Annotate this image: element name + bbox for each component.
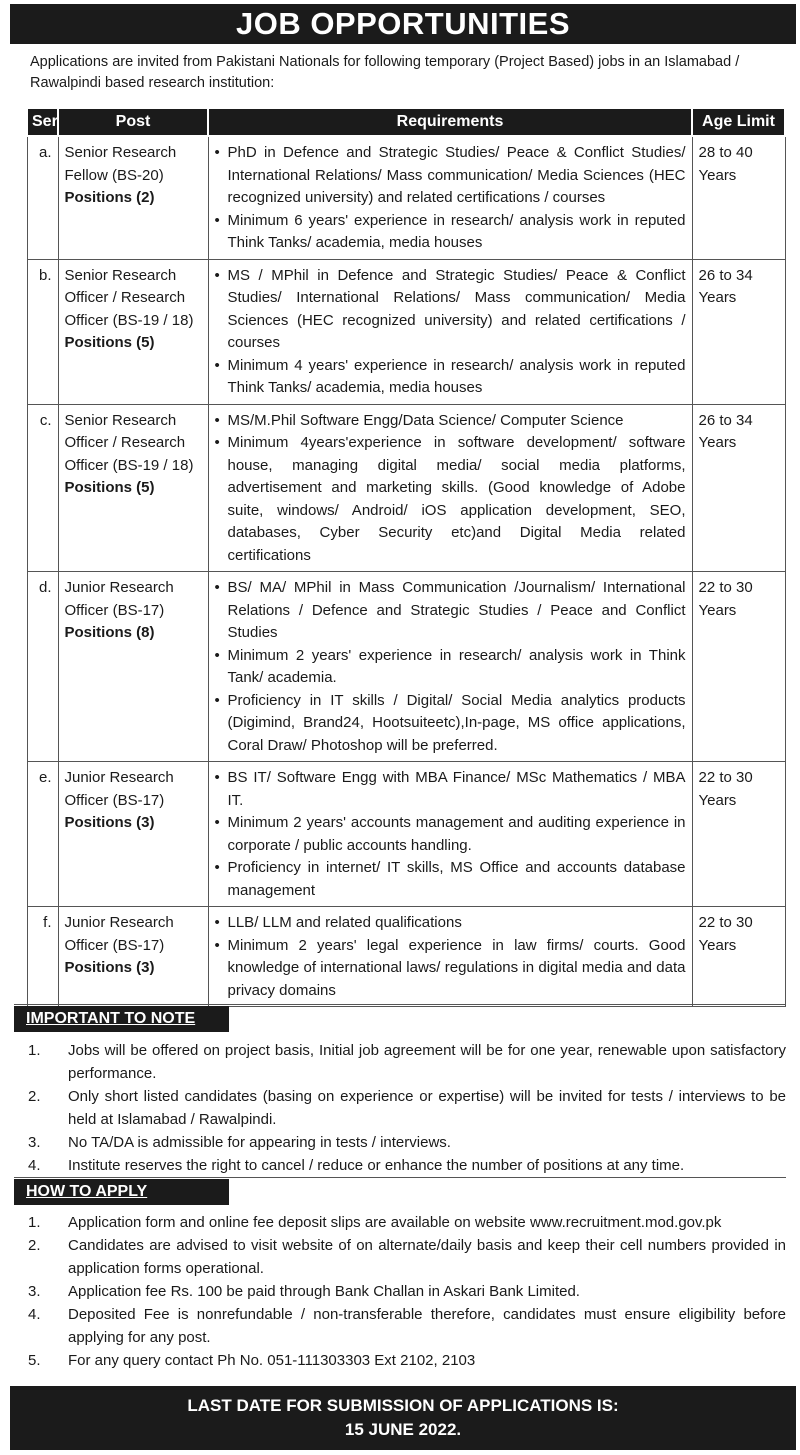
post-positions: Positions (5) xyxy=(64,479,155,496)
requirement-item: • LLB/ LLM and related qualifications xyxy=(215,912,686,935)
header-age-limit: Age Limit xyxy=(692,108,785,136)
page-title: JOB OPPORTUNITIES xyxy=(10,4,796,44)
requirement-item: • Minimum 6 years' experience in research/ analysis work in reputed Think Tanks/ academia, media houses xyxy=(215,210,686,255)
item-text: Deposited Fee is nonrefundable / non-transferable therefore, candidates must ensure eligibility before applying for any post. xyxy=(68,1306,786,1346)
row-ser: a. xyxy=(27,136,58,259)
requirement-item: • Minimum 2 years' experience in research/ analysis work in Think Tank/ academia. xyxy=(215,645,686,690)
list-item xyxy=(28,1349,786,1372)
row-age-limit: 22 to 30 Years xyxy=(692,907,785,1007)
list-item xyxy=(28,1211,786,1234)
apply-divider xyxy=(14,1177,786,1178)
post-title: Senior Research Officer / Research Officer (BS-19 / 18) xyxy=(64,266,194,329)
row-age-limit: 28 to 40 Years xyxy=(692,136,785,259)
item-number: 1. xyxy=(28,1214,41,1231)
item-text: Candidates are advised to visit website of on alternate/daily basis and keep their cell numbers provided in application forms operational. xyxy=(68,1237,786,1277)
item-number: 2. xyxy=(28,1088,41,1105)
requirement-item: • Minimum 2 years' accounts management and auditing experience in corporate / public accounts handling. xyxy=(215,812,686,857)
requirement-item: • PhD in Defence and Strategic Studies/ Peace & Conflict Studies/ International Relations/ Mass communication/ Media Sciences (HEC recognized university) and related certifications / courses xyxy=(215,142,686,210)
post-positions: Positions (3) xyxy=(64,814,155,831)
header-ser: Ser xyxy=(27,108,58,136)
item-text: Application fee Rs. 100 be paid through Bank Challan in Askari Bank Limited. xyxy=(68,1283,580,1300)
row-ser: e. xyxy=(27,762,58,907)
row-age-limit: 26 to 34 Years xyxy=(692,259,785,404)
important-divider xyxy=(14,1004,786,1005)
item-text: Only short listed candidates (basing on experience or expertise) will be invited for tests / interviews to be held at Islamabad / Rawalpindi. xyxy=(68,1088,786,1128)
row-age-limit: 22 to 30 Years xyxy=(692,572,785,762)
requirements-list xyxy=(215,410,686,568)
list-item xyxy=(28,1154,786,1177)
apply-heading: HOW TO APPLY xyxy=(14,1179,229,1205)
post-positions: Positions (8) xyxy=(64,624,155,641)
apply-list xyxy=(28,1211,786,1372)
row-post xyxy=(58,259,208,404)
header-post: Post xyxy=(58,108,208,136)
post-title: Junior Research Officer (BS-17) xyxy=(64,769,174,809)
post-title: Junior Research Officer (BS-17) xyxy=(64,579,174,619)
item-number: 4. xyxy=(28,1157,41,1174)
requirement-item: • BS IT/ Software Engg with MBA Finance/ MSc Mathematics / MBA IT. xyxy=(215,767,686,812)
table-row xyxy=(27,259,785,404)
row-requirements xyxy=(208,259,692,404)
item-text: Application form and online fee deposit slips are available on website www.recruitment.mod.gov.pk xyxy=(68,1214,722,1231)
row-post xyxy=(58,762,208,907)
table-row xyxy=(27,907,785,1007)
header-requirements: Requirements xyxy=(208,108,692,136)
row-requirements xyxy=(208,404,692,572)
row-ser: b. xyxy=(27,259,58,404)
item-text: Institute reserves the right to cancel / reduce or enhance the number of positions at any time. xyxy=(68,1157,685,1174)
requirements-list xyxy=(215,912,686,1002)
list-item xyxy=(28,1131,786,1154)
item-number: 3. xyxy=(28,1283,41,1300)
list-item xyxy=(28,1039,786,1085)
requirement-item: • BS/ MA/ MPhil in Mass Communication /Journalism/ International Relations / Defence and Strategic Studies / Peace and Conflict Studies xyxy=(215,577,686,645)
row-ser: f. xyxy=(27,907,58,1007)
requirements-list xyxy=(215,577,686,757)
item-number: 2. xyxy=(28,1237,41,1254)
list-item xyxy=(28,1085,786,1131)
row-ser: d. xyxy=(27,572,58,762)
deadline-label: LAST DATE FOR SUBMISSION OF APPLICATIONS IS: xyxy=(187,1396,619,1415)
list-item xyxy=(28,1234,786,1280)
row-requirements xyxy=(208,136,692,259)
list-item xyxy=(28,1303,786,1349)
item-number: 3. xyxy=(28,1134,41,1151)
requirement-item: • Minimum 4years'experience in software development/ software house, managing digital media/ social media platforms, advertisement and marketing skills. (Good knowledge of Adobe suite, windows/ Android/ iOS application development, SEO, databases, Cyber Security etc)and Digital Media related certifications xyxy=(215,432,686,567)
deadline-banner xyxy=(10,1386,796,1450)
item-number: 4. xyxy=(28,1306,41,1323)
requirement-item: • Minimum 2 years' legal experience in law firms/ courts. Good knowledge of international laws/ regulations in digital media and data privacy domains xyxy=(215,935,686,1003)
row-age-limit: 22 to 30 Years xyxy=(692,762,785,907)
row-post xyxy=(58,572,208,762)
row-post xyxy=(58,404,208,572)
table-row xyxy=(27,762,785,907)
table-row xyxy=(27,404,785,572)
requirement-item: • MS / MPhil in Defence and Strategic Studies/ Peace & Conflict Studies/ International Relations/ Mass communication/ Media Sciences (HEC recognized university) and related certifications / courses xyxy=(215,265,686,355)
requirement-item: • Proficiency in IT skills / Digital/ Social Media analytics products (Digimind, Brand24, Hootsuiteetc),In-page, MS office applications, Coral Draw/ Photoshop will be preferred. xyxy=(215,690,686,758)
list-item xyxy=(28,1280,786,1303)
requirement-item: • Proficiency in internet/ IT skills, MS Office and accounts database management xyxy=(215,857,686,902)
requirements-list xyxy=(215,142,686,255)
post-positions: Positions (2) xyxy=(64,189,155,206)
intro-text: Applications are invited from Pakistani Nationals for following temporary (Project Based) jobs in an Islamabad / Rawalpindi based research institution: xyxy=(30,54,740,91)
row-requirements xyxy=(208,762,692,907)
table-row xyxy=(27,572,785,762)
row-ser: c. xyxy=(27,404,58,572)
requirements-list xyxy=(215,767,686,902)
row-post xyxy=(58,907,208,1007)
row-requirements xyxy=(208,572,692,762)
post-positions: Positions (5) xyxy=(64,334,155,351)
item-text: Jobs will be offered on project basis, Initial job agreement will be for one year, renewable upon satisfactory performance. xyxy=(68,1042,786,1082)
post-title: Junior Research Officer (BS-17) xyxy=(64,914,174,954)
post-title: Senior Research Fellow (BS-20) xyxy=(64,144,177,184)
requirement-item: • Minimum 4 years' experience in research/ analysis work in reputed Think Tanks/ academia, media houses xyxy=(215,355,686,400)
table-row xyxy=(27,136,785,259)
row-age-limit: 26 to 34 Years xyxy=(692,404,785,572)
item-number: 1. xyxy=(28,1042,41,1059)
post-title: Senior Research Officer / Research Officer (BS-19 / 18) xyxy=(64,411,194,474)
jobs-table xyxy=(26,107,786,1007)
table-header-row xyxy=(27,108,785,136)
row-requirements xyxy=(208,907,692,1007)
item-number: 5. xyxy=(28,1352,41,1369)
important-list xyxy=(28,1039,786,1177)
requirement-item: • MS/M.Phil Software Engg/Data Science/ Computer Science xyxy=(215,410,686,433)
deadline-date: 15 JUNE 2022. xyxy=(344,1420,462,1439)
requirements-list xyxy=(215,265,686,400)
post-positions: Positions (3) xyxy=(64,959,155,976)
item-text: For any query contact Ph No. 051-111303303 Ext 2102, 2103 xyxy=(68,1352,476,1369)
important-heading: IMPORTANT TO NOTE xyxy=(14,1006,229,1032)
jobs-table-body xyxy=(27,136,785,1007)
item-text: No TA/DA is admissible for appearing in tests / interviews. xyxy=(68,1134,451,1151)
row-post xyxy=(58,136,208,259)
